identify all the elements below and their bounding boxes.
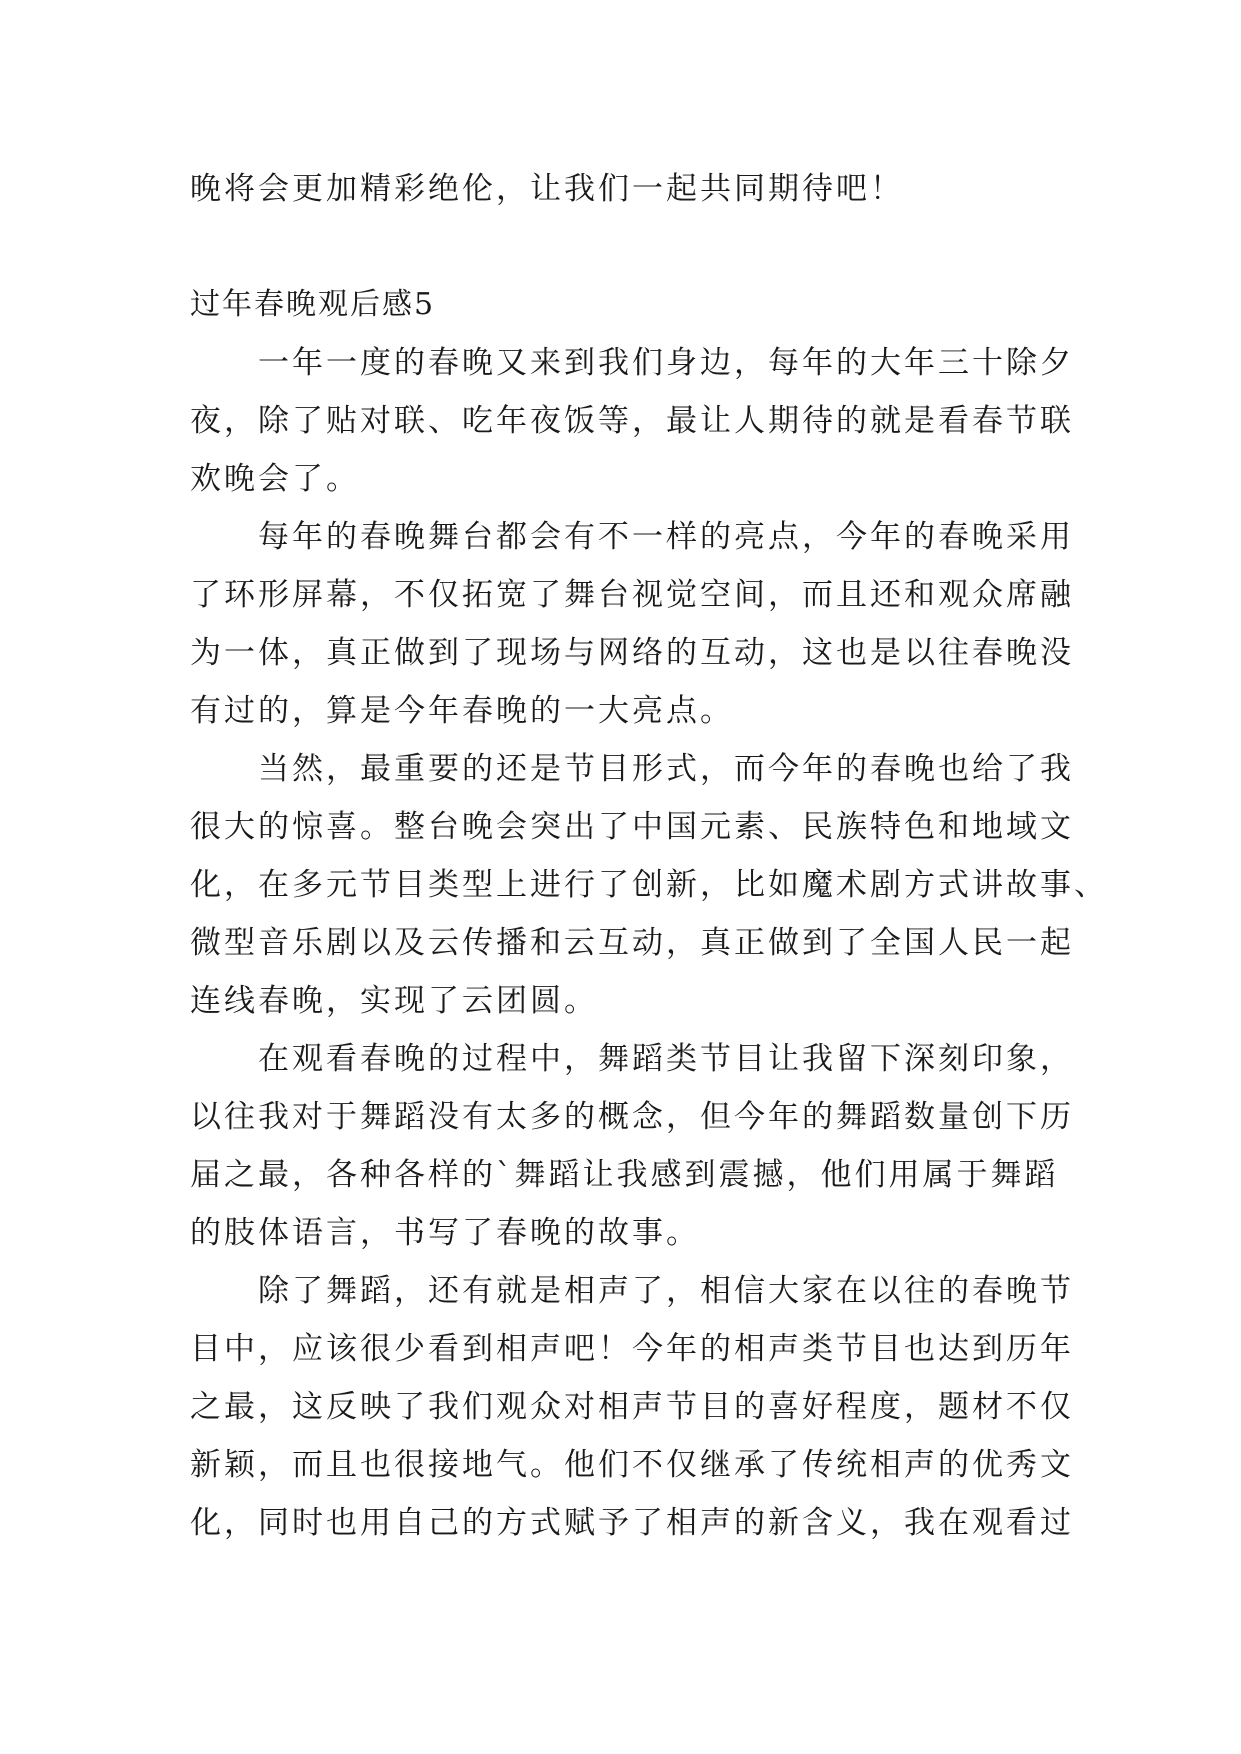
paragraph-5 bbox=[190, 1262, 1074, 1552]
paragraph-line: 当然，最重要的还是节目形式，而今年的春晚也给了我 bbox=[258, 751, 1074, 787]
paragraph-line: 届之最，各种各样的`舞蹈让我感到震撼，他们用属于舞蹈 bbox=[190, 1157, 1059, 1193]
paragraph-line: 微型音乐剧以及云传播和云互动，真正做到了全国人民一起 bbox=[190, 925, 1074, 961]
paragraph-line: 连线春晚，实现了云团圆。 bbox=[190, 983, 598, 1019]
paragraph-line: 欢晚会了。 bbox=[190, 461, 360, 497]
document-page bbox=[190, 160, 1108, 1552]
paragraph-line: 目中，应该很少看到相声吧！今年的相声类节目也达到历年 bbox=[190, 1331, 1074, 1367]
paragraph-line: 一年一度的春晚又来到我们身边，每年的大年三十除夕 bbox=[258, 345, 1074, 381]
section-title: 过年春晚观后感5 bbox=[190, 287, 436, 322]
paragraph-line: 夜，除了贴对联、吃年夜饭等，最让人期待的就是看春节联 bbox=[190, 403, 1074, 439]
paragraph-line: 很大的惊喜。整台晚会突出了中国元素、民族特色和地域文 bbox=[190, 809, 1074, 845]
paragraph-line: 有过的，算是今年春晚的一大亮点。 bbox=[190, 693, 734, 729]
paragraph-line: 在观看春晚的过程中，舞蹈类节目让我留下深刻印象， bbox=[258, 1041, 1074, 1077]
paragraph-line: 的肢体语言，书写了春晚的故事。 bbox=[190, 1215, 700, 1251]
paragraph-line: 以往我对于舞蹈没有太多的概念，但今年的舞蹈数量创下历 bbox=[190, 1099, 1074, 1135]
paragraph-line: 新颖，而且也很接地气。他们不仅继承了传统相声的优秀文 bbox=[190, 1447, 1074, 1483]
paragraph-line: 化，在多元节目类型上进行了创新，比如魔术剧方式讲故事、 bbox=[190, 867, 1108, 903]
paragraph-line: 之最，这反映了我们观众对相声节目的喜好程度，题材不仅 bbox=[190, 1389, 1074, 1425]
paragraph-4 bbox=[190, 1030, 1074, 1262]
paragraph-line: 化，同时也用自己的方式赋予了相声的新含义，我在观看过 bbox=[190, 1505, 1074, 1541]
paragraph-line: 了环形屏幕，不仅拓宽了舞台视觉空间，而且还和观众席融 bbox=[190, 577, 1074, 613]
paragraph-line: 每年的春晚舞台都会有不一样的亮点，今年的春晚采用 bbox=[258, 519, 1074, 555]
paragraph-line: 为一体，真正做到了现场与网络的互动，这也是以往春晚没 bbox=[190, 635, 1074, 671]
continuation-line: 晚将会更加精彩绝伦，让我们一起共同期待吧！ bbox=[190, 171, 904, 207]
paragraph-2 bbox=[190, 508, 1074, 740]
paragraph-3 bbox=[190, 740, 1108, 1030]
paragraph-line: 除了舞蹈，还有就是相声了，相信大家在以往的春晚节 bbox=[258, 1273, 1074, 1309]
paragraph-1 bbox=[190, 334, 1074, 508]
